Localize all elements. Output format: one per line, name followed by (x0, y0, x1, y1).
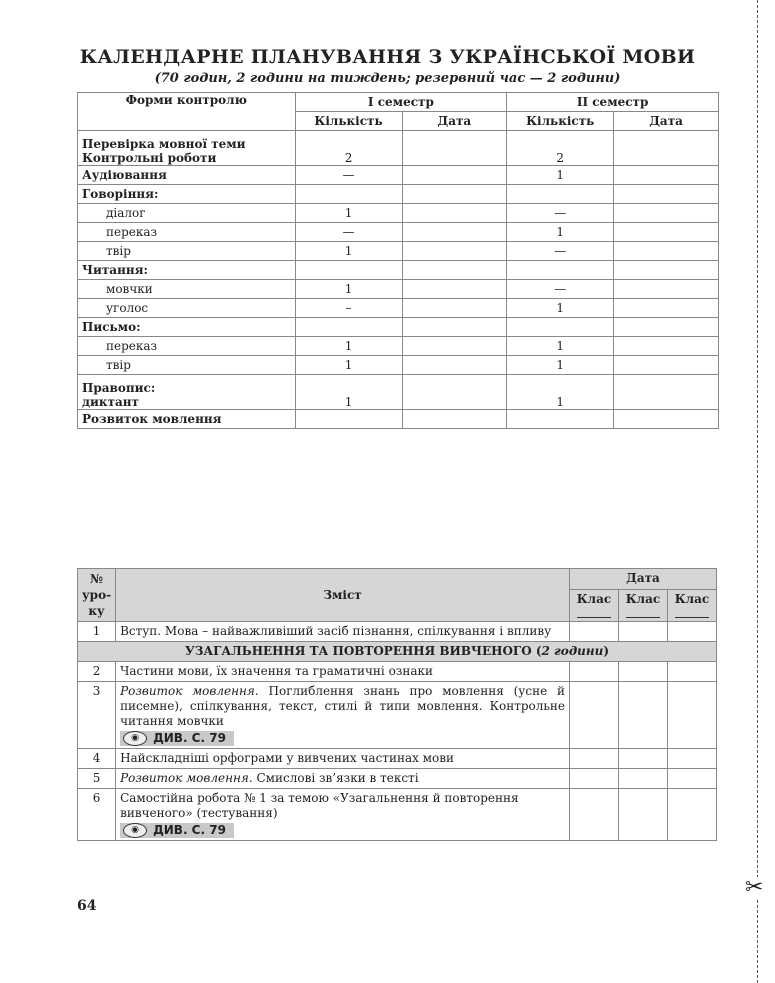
row-qty-1 (295, 318, 402, 337)
row-qty-1: 1 (295, 337, 402, 356)
row-qty-2: 1 (507, 356, 614, 375)
row-date-2 (614, 131, 719, 166)
table-row (78, 749, 717, 769)
row-date-2 (614, 185, 719, 204)
row-qty-2: — (507, 204, 614, 223)
row-qty-1: – (295, 299, 402, 318)
row-date-2 (614, 337, 719, 356)
header-qty-2: Кількість (507, 112, 614, 131)
scissors-icon: ✂ (745, 875, 764, 900)
lesson-date (668, 789, 717, 841)
row-qty-2: 1 (507, 223, 614, 242)
row-date-1 (402, 299, 507, 318)
header-class-1: Клас (570, 589, 619, 621)
row-label: Правопис: диктант (78, 375, 296, 410)
table-row (78, 375, 719, 410)
lesson-date (619, 682, 668, 749)
lesson-date (668, 769, 717, 789)
row-qty-2 (507, 318, 614, 337)
row-label: Читання: (78, 261, 296, 280)
row-qty-1: 1 (295, 204, 402, 223)
row-qty-2: 1 (507, 299, 614, 318)
row-date-1 (402, 356, 507, 375)
lesson-plan-table (77, 568, 717, 841)
lesson-number: 2 (78, 662, 116, 682)
row-date-2 (614, 166, 719, 185)
table-row (78, 682, 717, 749)
lesson-date (570, 789, 619, 841)
lesson-content: Частини мови, їх значення та граматичні ознаки (116, 662, 570, 682)
header-date-1: Дата (402, 112, 507, 131)
row-date-1 (402, 242, 507, 261)
table-row (78, 166, 719, 185)
row-date-2 (614, 280, 719, 299)
row-qty-2 (507, 185, 614, 204)
lesson-content: Розвиток мовлення. Поглиблення знань про мовлення (усне й писемне), спілкування, текст, стилі й типи мовлення. Контрольне читання мовчки ◉ ДИВ. С. 79 (116, 682, 570, 749)
row-date-2 (614, 410, 719, 429)
section-row (78, 642, 717, 662)
lesson-date (570, 749, 619, 769)
lesson-content: Самостійна робота № 1 за темою «Узагальнення й повторення вивченого» (тестування) ◉ ДИВ. С. 79 (116, 789, 570, 841)
row-date-2 (614, 242, 719, 261)
row-date-1 (402, 185, 507, 204)
header-semester-2: ІІ семестр (507, 93, 719, 112)
row-label: Розвиток мовлення (78, 410, 296, 429)
lesson-date (619, 749, 668, 769)
header-forms: Форми контролю (78, 93, 296, 131)
table-row (78, 131, 719, 166)
lesson-content: Вступ. Мова – найважливіший засіб пізнання, спілкування і впливу (116, 622, 570, 642)
table-row (78, 223, 719, 242)
header-class-3: Клас (668, 589, 717, 621)
row-qty-1: — (295, 223, 402, 242)
see-page-link[interactable]: ◉ ДИВ. С. 79 (120, 731, 234, 746)
table-row (78, 410, 719, 429)
row-qty-1: 1 (295, 242, 402, 261)
see-page-link[interactable]: ◉ ДИВ. С. 79 (120, 823, 234, 838)
lesson-date (619, 662, 668, 682)
page-title: КАЛЕНДАРНЕ ПЛАНУВАННЯ З УКРАЇНСЬКОЇ МОВИ (79, 46, 696, 68)
header-qty-1: Кількість (295, 112, 402, 131)
page-subtitle: (70 годин, 2 години на тиждень; резервний час — 2 години) (154, 71, 621, 86)
lesson-date (668, 749, 717, 769)
row-date-1 (402, 337, 507, 356)
row-label: Письмо: (78, 318, 296, 337)
lesson-date (668, 682, 717, 749)
row-label: уголос (78, 299, 296, 318)
lesson-date (570, 769, 619, 789)
lesson-number: 4 (78, 749, 116, 769)
row-label: Говоріння: (78, 185, 296, 204)
row-qty-1: 1 (295, 356, 402, 375)
table-row (78, 789, 717, 841)
row-date-1 (402, 375, 507, 410)
lesson-date (668, 622, 717, 642)
table-row (78, 185, 719, 204)
row-date-1 (402, 261, 507, 280)
header-content: Зміст (116, 569, 570, 622)
row-date-1 (402, 280, 507, 299)
row-qty-1: 2 (295, 131, 402, 166)
table-row (78, 242, 719, 261)
row-label: твір (78, 356, 296, 375)
row-date-2 (614, 318, 719, 337)
row-date-2 (614, 356, 719, 375)
lesson-date (619, 622, 668, 642)
lesson-date (668, 662, 717, 682)
header-class-2: Клас (619, 589, 668, 621)
lesson-number: 5 (78, 769, 116, 789)
table-row (78, 662, 717, 682)
section-title: УЗАГАЛЬНЕННЯ ТА ПОВТОРЕННЯ ВИВЧЕНОГО (2 години) (78, 642, 717, 662)
row-label: твір (78, 242, 296, 261)
table-row (78, 299, 719, 318)
row-date-1 (402, 410, 507, 429)
table-row (78, 769, 717, 789)
row-label: Перевірка мовної теми Контрольні роботи (78, 131, 296, 166)
table-row (78, 280, 719, 299)
table-row (78, 622, 717, 642)
row-qty-2: — (507, 280, 614, 299)
table-row (78, 337, 719, 356)
row-qty-1: 1 (295, 280, 402, 299)
row-date-1 (402, 223, 507, 242)
lesson-date (570, 662, 619, 682)
row-qty-1: — (295, 166, 402, 185)
row-date-2 (614, 223, 719, 242)
header-date: Дата (570, 569, 717, 590)
table-row (78, 318, 719, 337)
lesson-number: 1 (78, 622, 116, 642)
table-row (78, 356, 719, 375)
lesson-date (570, 682, 619, 749)
row-qty-2 (507, 410, 614, 429)
row-date-1 (402, 318, 507, 337)
lesson-date (619, 769, 668, 789)
lesson-date (570, 622, 619, 642)
page-number: 64 (77, 898, 97, 914)
row-date-1 (402, 166, 507, 185)
table-row (78, 204, 719, 223)
row-qty-2: 2 (507, 131, 614, 166)
row-label: мовчки (78, 280, 296, 299)
row-qty-2 (507, 261, 614, 280)
row-date-2 (614, 204, 719, 223)
row-qty-2: — (507, 242, 614, 261)
row-qty-2: 1 (507, 337, 614, 356)
row-label: переказ (78, 337, 296, 356)
row-qty-1 (295, 410, 402, 429)
lesson-number: 3 (78, 682, 116, 749)
header-semester-1: І семестр (295, 93, 507, 112)
control-forms-table (77, 92, 719, 429)
row-label: діалог (78, 204, 296, 223)
table-row (78, 261, 719, 280)
row-date-1 (402, 131, 507, 166)
row-qty-2: 1 (507, 166, 614, 185)
row-date-2 (614, 375, 719, 410)
eye-icon: ◉ (123, 823, 147, 838)
row-label: Аудіювання (78, 166, 296, 185)
header-lesson-number: № уро- ку (78, 569, 116, 622)
row-qty-1: 1 (295, 375, 402, 410)
row-date-2 (614, 299, 719, 318)
row-label: переказ (78, 223, 296, 242)
header-date-2: Дата (614, 112, 719, 131)
lesson-content: Найскладніші орфограми у вивчених частинах мови (116, 749, 570, 769)
eye-icon: ◉ (123, 731, 147, 746)
row-qty-1 (295, 185, 402, 204)
row-qty-2: 1 (507, 375, 614, 410)
cut-line (757, 0, 758, 983)
lesson-date (619, 789, 668, 841)
row-qty-1 (295, 261, 402, 280)
row-date-2 (614, 261, 719, 280)
row-date-1 (402, 204, 507, 223)
lesson-number: 6 (78, 789, 116, 841)
lesson-content: Розвиток мовлення. Смислові зв’язки в тексті (116, 769, 570, 789)
